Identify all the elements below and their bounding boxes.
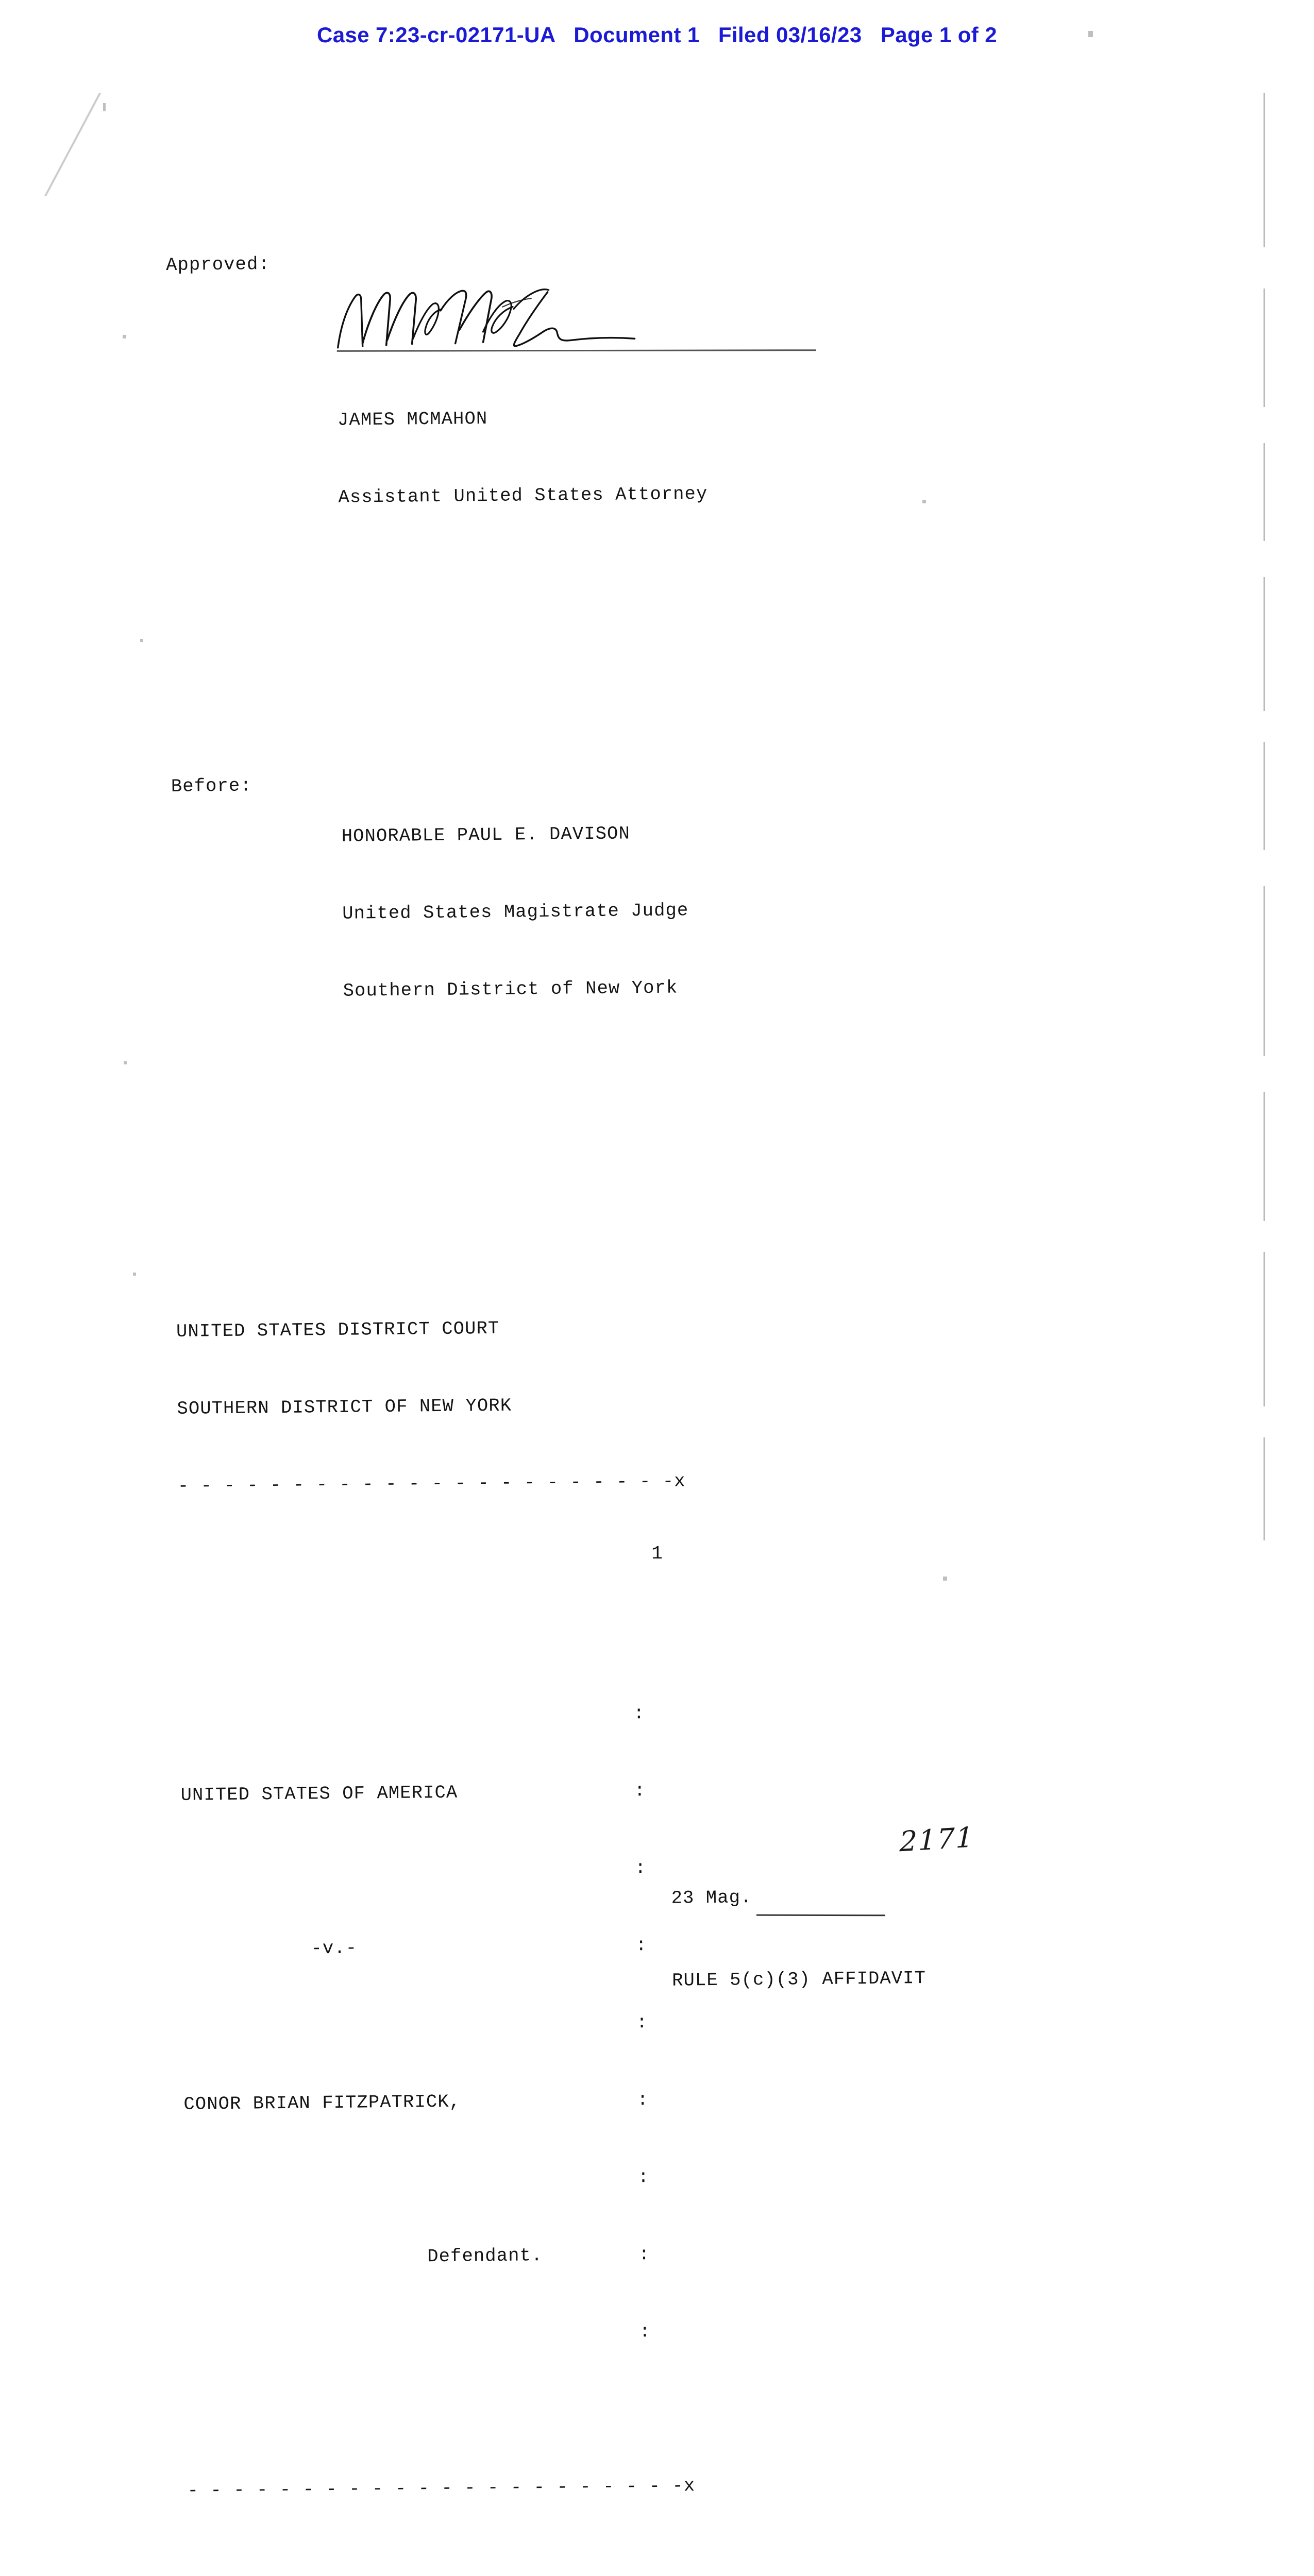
- scan-edge-mark: [1264, 443, 1265, 541]
- page-number: 1: [651, 1543, 663, 1564]
- judge-title: United States Magistrate Judge: [342, 900, 689, 924]
- case-caption: [179, 1645, 1166, 2401]
- caption-colon: :: [637, 2089, 649, 2111]
- defendant-name: CONOR BRIAN FITZPATRICK,: [183, 2091, 461, 2115]
- before-label: Before:: [171, 775, 252, 797]
- caption-colon: :: [634, 1780, 646, 1802]
- scan-speck: [123, 335, 126, 338]
- caption-colon: :: [636, 2012, 648, 2033]
- signature-underline: [337, 349, 816, 352]
- judge-name: HONORABLE PAUL E. DAVISON: [341, 823, 631, 847]
- scan-edge-mark: [1264, 742, 1265, 850]
- caption-docket: [669, 1645, 1166, 2396]
- plaintiff-name: UNITED STATES OF AMERICA: [180, 1782, 458, 1806]
- magistrate-docket-line: [670, 1799, 1161, 1911]
- scan-artifact-streak: [15, 93, 134, 196]
- scan-speck: [124, 1061, 127, 1064]
- scan-edge-mark: [1264, 577, 1265, 711]
- scan-edge-mark: [1264, 93, 1265, 247]
- caption-rule-top: - - - - - - - - - - - - - - - - - - - - - -x: [177, 1470, 686, 1497]
- handwritten-signature-icon: [332, 287, 663, 352]
- judge-district: Southern District of New York: [343, 977, 678, 1002]
- before-block: [171, 765, 1153, 1057]
- scan-speck: [103, 103, 106, 111]
- scan-speck: [1088, 31, 1093, 37]
- ecf-case-stamp: Case 7:23-cr-02171-UA Document 1 Filed 03/16/23 Page 1 of 2: [316, 23, 997, 47]
- court-heading: [176, 1258, 1157, 1551]
- before-details: [341, 765, 1153, 1056]
- scan-speck: [140, 639, 143, 642]
- approved-label: Approved:: [165, 253, 270, 276]
- signature-line: [336, 295, 1146, 356]
- caption-colon: :: [634, 1857, 647, 1879]
- scan-edge-mark: [1264, 886, 1265, 1056]
- document-body: [165, 140, 1183, 2576]
- ausa-name: JAMES MCMAHON: [337, 408, 488, 431]
- caption-rule-bottom: - - - - - - - - - - - - - - - - - - - - - -x: [187, 2475, 696, 2501]
- court-name: UNITED STATES DISTRICT COURT: [176, 1317, 500, 1342]
- caption-colon: :: [639, 2321, 651, 2343]
- caption-parties: [179, 1649, 640, 2400]
- docket-number-underline: [756, 1914, 885, 1917]
- caption-colon: :: [638, 2244, 650, 2265]
- caption-colon: :: [635, 1935, 648, 1956]
- court-district: SOUTHERN DISTRICT OF NEW YORK: [177, 1395, 512, 1419]
- scan-edge-mark: [1264, 289, 1265, 407]
- defendant-role: Defendant.: [427, 2245, 543, 2267]
- docket-prefix: 23 Mag.: [671, 1887, 752, 1909]
- scan-speck: [133, 1273, 136, 1276]
- docket-number-handwritten: 2171: [899, 1821, 974, 1858]
- signature-area: [336, 243, 1148, 562]
- scan-edge-mark: [1264, 1437, 1265, 1540]
- scan-edge-mark: [1264, 1252, 1265, 1406]
- affidavit-rule-title: RULE 5(c)(3) AFFIDAVIT: [671, 1967, 926, 1991]
- ausa-title: Assistant United States Attorney: [338, 483, 708, 508]
- scan-edge-mark: [1264, 1092, 1265, 1221]
- docket-number-handwritten-field: [761, 1801, 975, 1910]
- caption-colon: :: [637, 2166, 650, 2188]
- versus-label: -v.-: [311, 1937, 358, 1959]
- caption-colon: :: [633, 1703, 645, 1724]
- approval-block: [166, 243, 1148, 564]
